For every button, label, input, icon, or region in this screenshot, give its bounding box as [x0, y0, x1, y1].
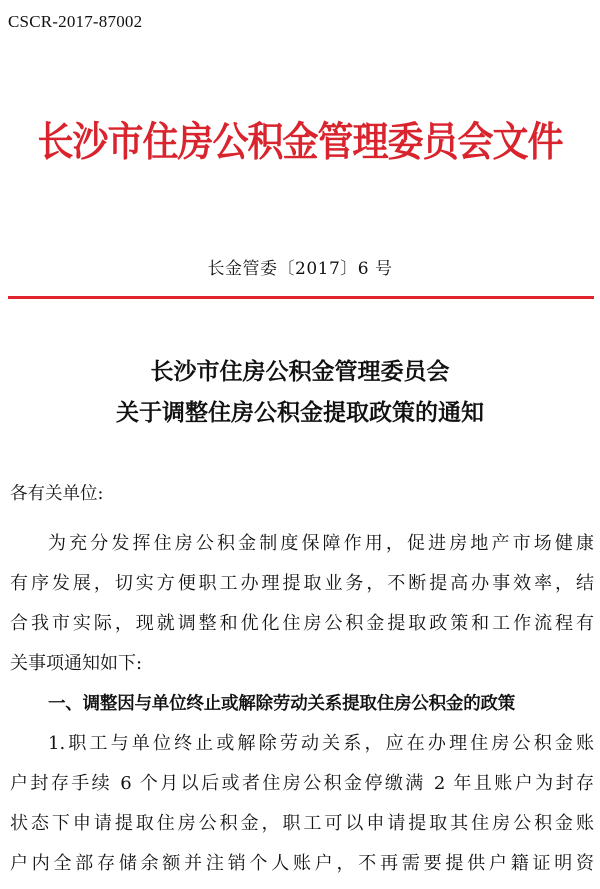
- paragraph-1-line-2: 有序发展，切实方便职工办理提取业务，不断提高办事效率，结: [10, 573, 594, 594]
- item-1-line-4: 户内全部存储余额并注销个人账户，不再需要提供户籍证明资: [10, 853, 594, 874]
- section-1-heading: 一、调整因与单位终止或解除劳动关系提取住房公积金的政策: [48, 694, 516, 714]
- notice-title-line-2: 关于调整住房公积金提取政策的通知: [116, 400, 484, 426]
- salutation: 各有关单位:: [10, 484, 104, 504]
- paragraph-1-line-3: 合我市实际，现就调整和优化住房公积金提取政策和工作流程有: [10, 613, 594, 634]
- document-id: CSCR-2017-87002: [8, 12, 143, 31]
- item-1-line-3: 状态下申请提取住房公积金，职工可以申请提取其住房公积金账: [10, 813, 594, 834]
- notice-body: [10, 529, 594, 889]
- paragraph-1-line-1: 为充分发挥住房公积金制度保障作用，促进房地产市场健康: [48, 533, 594, 554]
- red-divider-rule: [8, 296, 594, 299]
- item-1-line-2: 户封存手续 6 个月以后或者住房公积金停缴满 2 年且账户为封存: [10, 773, 594, 794]
- paragraph-1-line-4: 关事项通知如下:: [10, 653, 143, 674]
- notice-title-line-1: 长沙市住房公积金管理委员会: [150, 359, 450, 385]
- document-number: 长金管委〔2017〕6 号: [207, 259, 393, 279]
- masthead-title: 长沙市住房公积金管理委员会文件: [37, 119, 563, 166]
- item-1-line-1: 1.职工与单位终止或解除劳动关系，应在办理住房公积金账: [48, 733, 594, 754]
